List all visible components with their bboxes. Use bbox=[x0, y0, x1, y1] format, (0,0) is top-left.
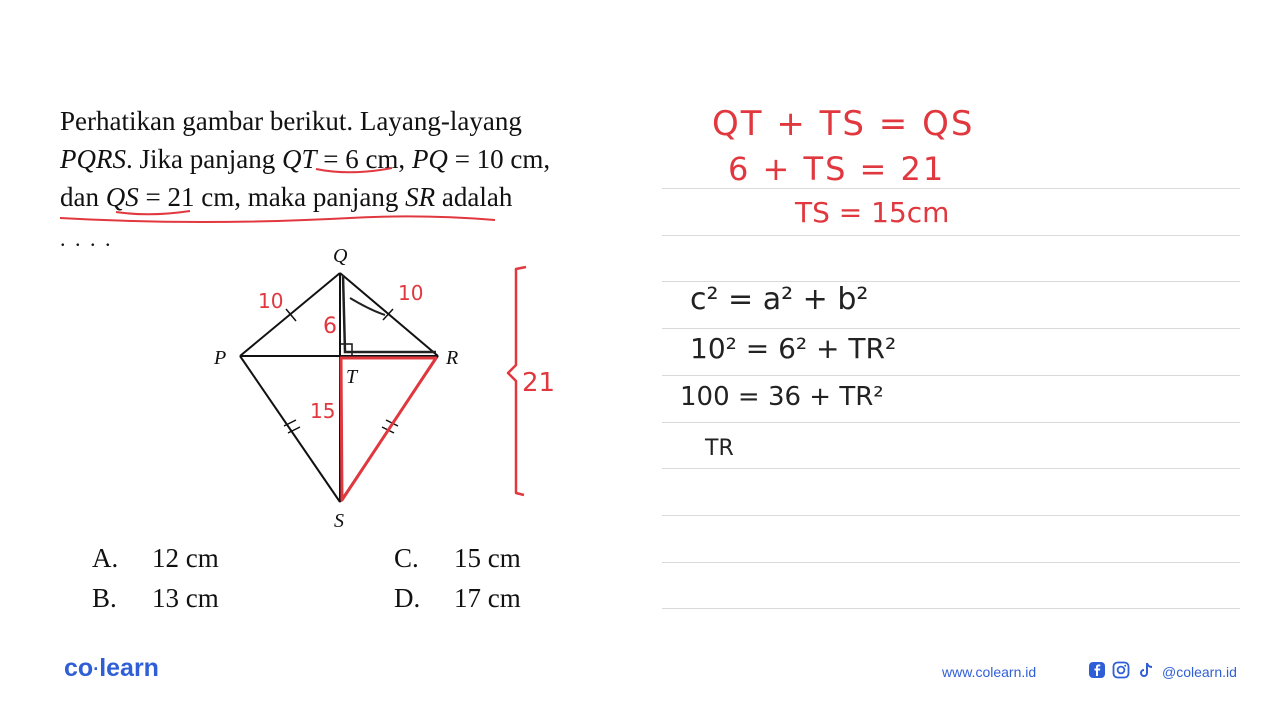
work-line-2: 6 + TS = 21 bbox=[728, 150, 946, 188]
annotation-pq: 10 bbox=[258, 289, 284, 313]
question-text: adalah bbox=[435, 182, 513, 212]
tiktok-icon[interactable] bbox=[1137, 661, 1155, 679]
question-text: = 10 cm, bbox=[447, 144, 551, 174]
option-a[interactable] bbox=[92, 543, 219, 574]
option-text: 13 cm bbox=[152, 583, 219, 613]
logo-dot: · bbox=[93, 658, 100, 679]
colearn-logo bbox=[64, 654, 159, 683]
option-text: 12 cm bbox=[152, 543, 219, 573]
work-line-3: TS = 15cm bbox=[795, 196, 950, 229]
ruled-line bbox=[662, 608, 1240, 609]
ruled-line bbox=[662, 328, 1240, 329]
option-c[interactable] bbox=[394, 543, 521, 574]
question-text: = 21 cm, maka panjang bbox=[138, 182, 406, 212]
option-letter: D. bbox=[394, 583, 421, 613]
vertex-label-p: P bbox=[214, 347, 227, 369]
ruled-line bbox=[662, 422, 1240, 423]
annotation-qr: 10 bbox=[398, 281, 424, 305]
work-line-1: QT + TS = QS bbox=[712, 104, 975, 144]
work-line-6: 100 = 36 + TR² bbox=[680, 382, 884, 412]
option-d[interactable] bbox=[394, 583, 521, 614]
option-letter: A. bbox=[92, 543, 119, 573]
vertex-label-s: S bbox=[334, 510, 344, 532]
question-text: dan bbox=[60, 182, 106, 212]
vertex-label-q: Q bbox=[333, 245, 348, 267]
ruled-line bbox=[662, 515, 1240, 516]
logo-part: co bbox=[64, 654, 94, 682]
underline-annotations bbox=[0, 0, 660, 240]
kite-name: PQRS bbox=[60, 144, 126, 174]
question-ellipsis: . . . . bbox=[60, 226, 113, 251]
ruled-line bbox=[662, 188, 1240, 189]
segment-qs: QS bbox=[105, 182, 139, 212]
instagram-icon[interactable] bbox=[1112, 661, 1130, 679]
work-line-5: 10² = 6² + TR² bbox=[690, 332, 897, 365]
segment-sr: SR bbox=[405, 182, 436, 212]
option-text: 17 cm bbox=[454, 583, 521, 613]
work-line-7: TR bbox=[705, 436, 734, 461]
annotation-qs: 21 bbox=[522, 368, 556, 398]
annotation-ts: 15 bbox=[310, 399, 336, 423]
option-letter: C. bbox=[394, 543, 419, 573]
vertex-label-r: R bbox=[446, 347, 459, 369]
social-handle[interactable]: @colearn.id bbox=[1162, 664, 1237, 680]
question-text: Perhatikan gambar berikut. Layang-layang bbox=[60, 106, 522, 136]
website-link[interactable]: www.colearn.id bbox=[942, 664, 1037, 680]
brace-qs bbox=[500, 255, 580, 505]
option-text: 15 cm bbox=[454, 543, 521, 573]
vertex-label-t: T bbox=[346, 366, 358, 388]
question-text: = 6 cm, bbox=[316, 144, 412, 174]
option-letter: B. bbox=[92, 583, 117, 613]
ruled-line bbox=[662, 235, 1240, 236]
ruled-line bbox=[662, 468, 1240, 469]
annotation-qt: 6 bbox=[323, 314, 337, 339]
work-line-4: c² = a² + b² bbox=[690, 282, 869, 317]
ruled-line bbox=[662, 375, 1240, 376]
ruled-line bbox=[662, 562, 1240, 563]
question-text: . Jika panjang bbox=[125, 144, 282, 174]
side-ps bbox=[240, 356, 340, 502]
segment-qt: QT bbox=[281, 144, 317, 174]
logo-part: learn bbox=[99, 654, 159, 682]
segment-pq: PQ bbox=[411, 144, 448, 174]
facebook-icon[interactable] bbox=[1088, 661, 1106, 679]
option-b[interactable] bbox=[92, 583, 219, 614]
